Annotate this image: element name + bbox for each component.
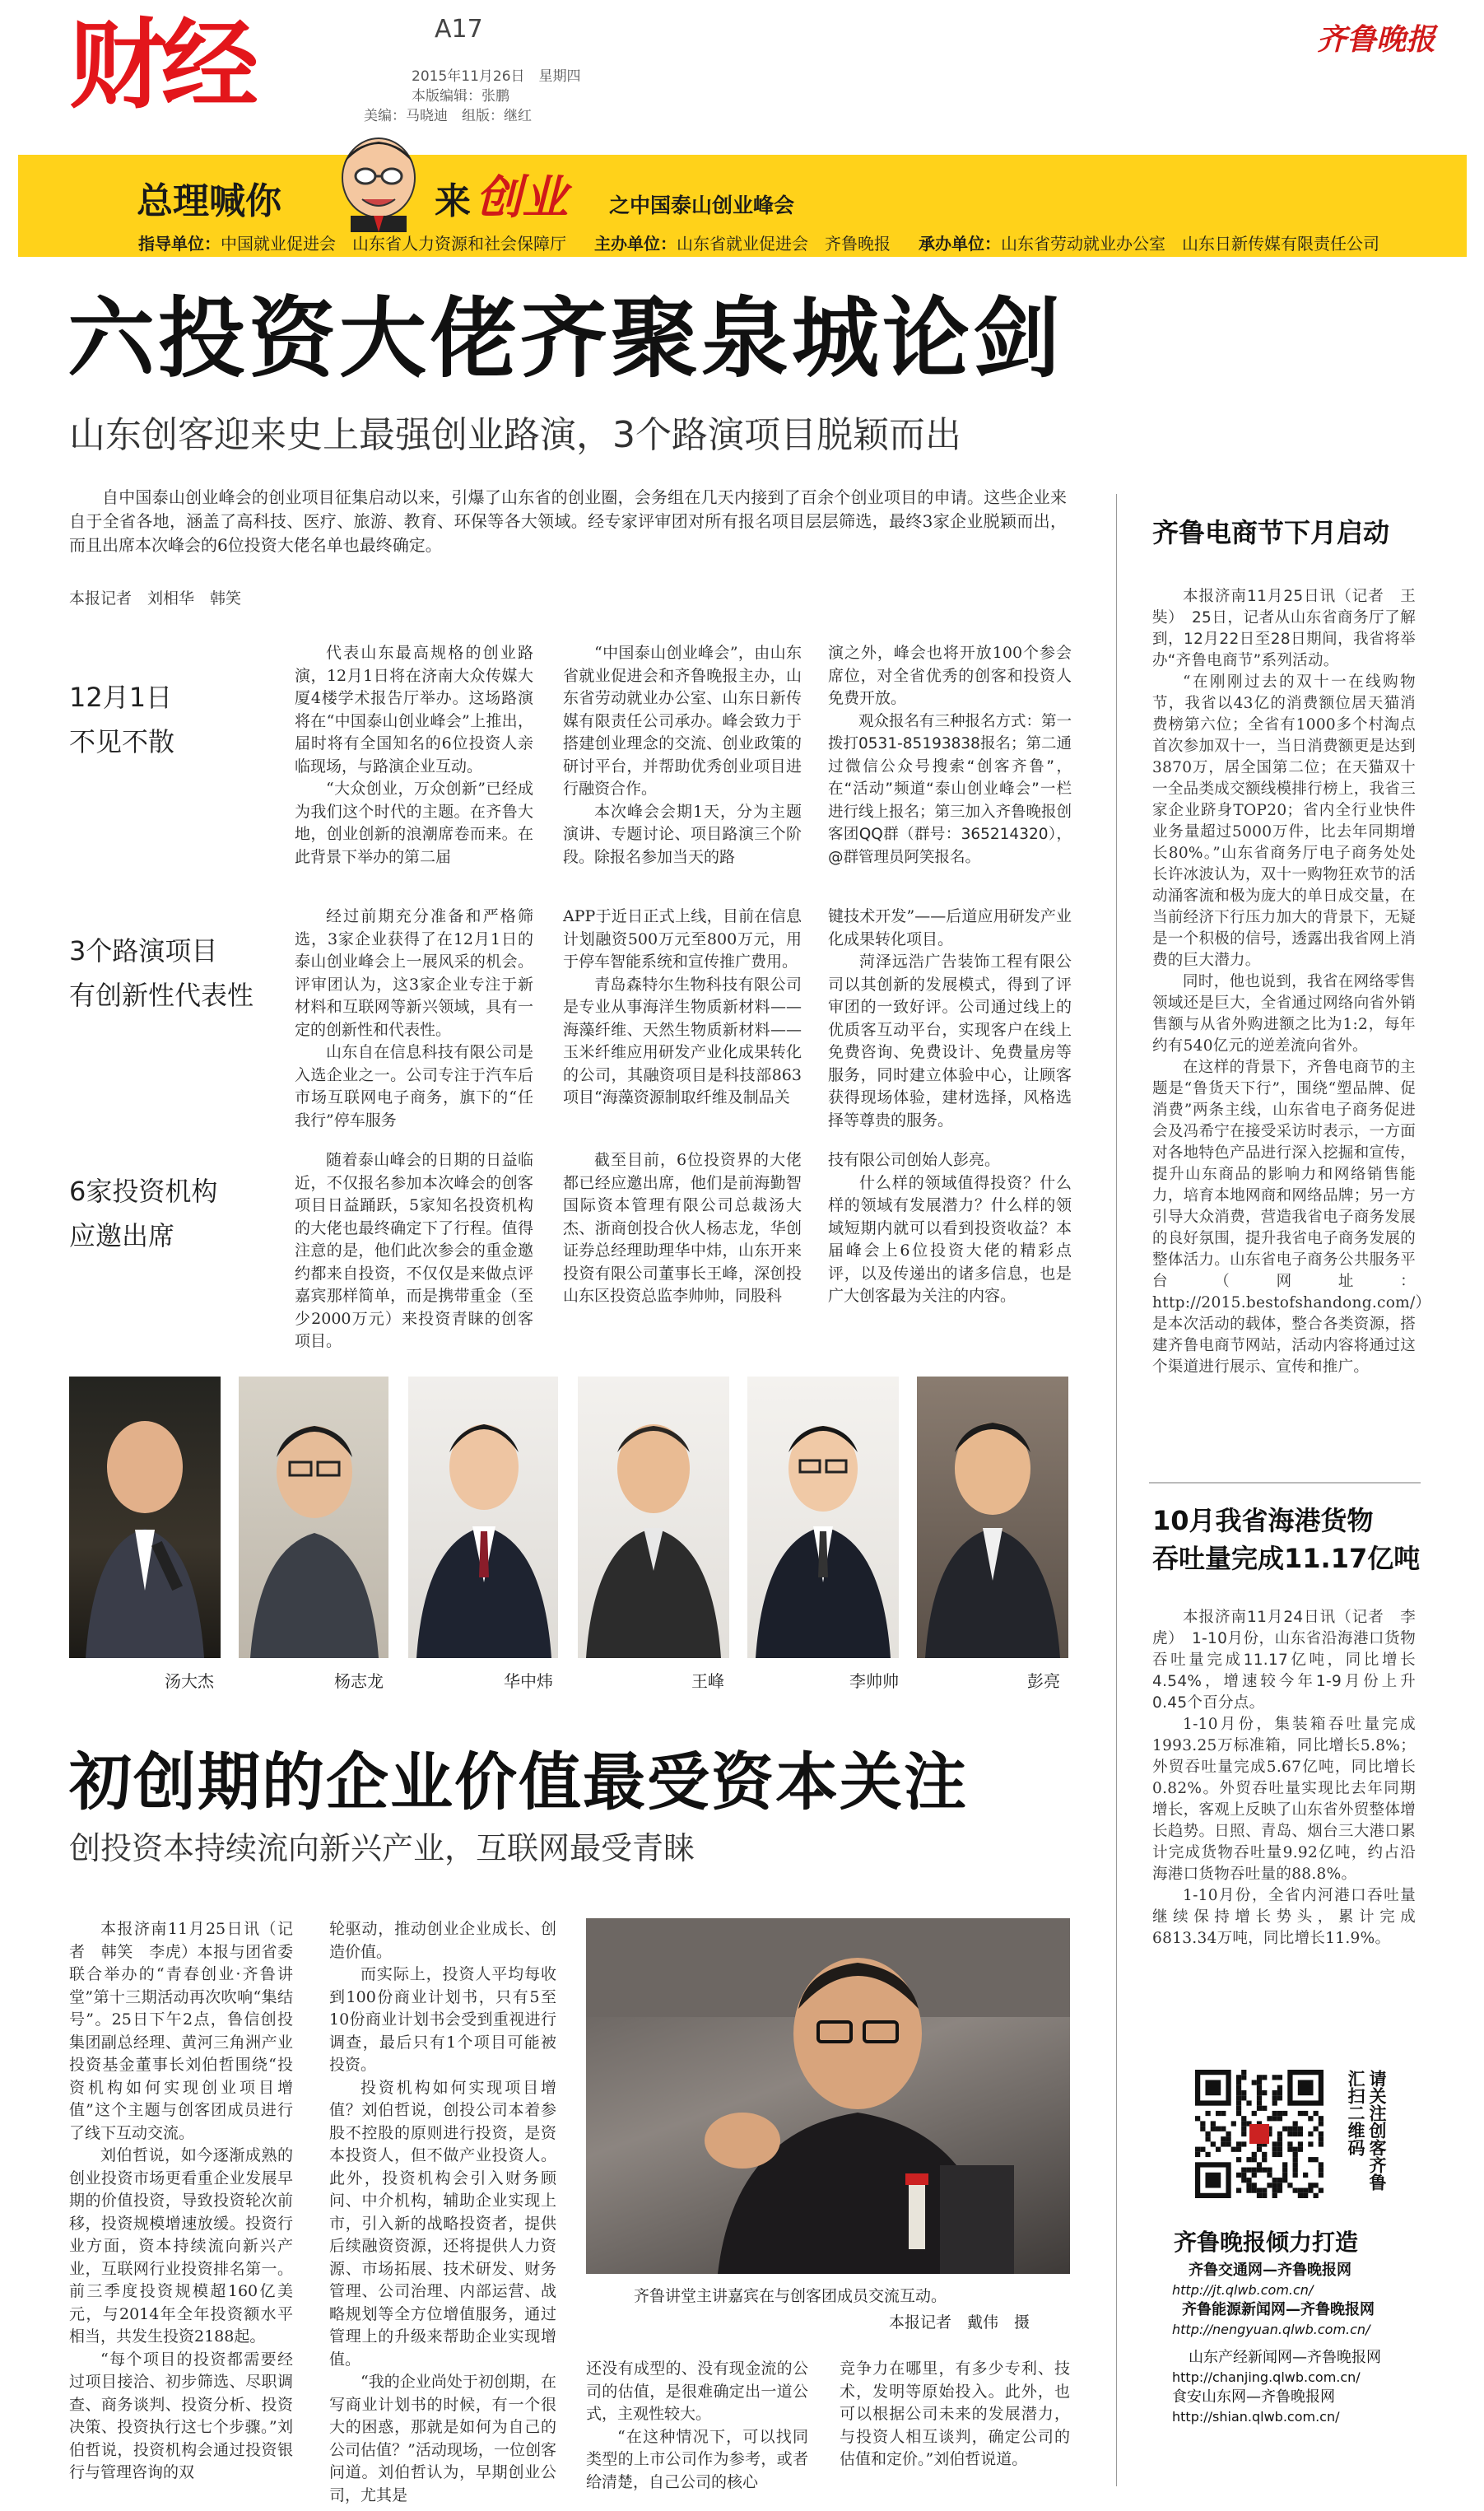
s2-col3: 还没有成型的、没有现金流的公司的估值，是很难确定出一道公式，主观性较大。 “在这种情况下，可以找同类型的上市公司作为参考，或者给清楚，自己公司的核心 [586, 2360, 808, 2491]
story1-lead-text: 自中国泰山创业峰会的创业项目征集启动以来，引爆了山东省的创业圈，会务组在几天内接到了百余个创业项目的申请。这些企业来自于全省各地，涵盖了高科技、医疗、旅游、教育、环保等各大领域。经专家评审团对所有报名项目层层筛选，最终3家企业脱颖而出，而且出席本次峰会的6位投资大佬名单也最终确定。 [69, 487, 1067, 555]
story1-lead [69, 486, 1067, 576]
organizer-label: 承办单位： [919, 234, 1001, 254]
s1-col3-mid: 键技术开发”——后道应用研发产业化成果转化项目。 菏泽远浩广告装饰工程有限公司以其创新的发展模式，得到了评审团的一致好评。公司通过线上的优质客互动平台，实现客户在线上免费咨询、免费设计、免费量房等服务，同时建立体验中心，让顾客获得现场体验，建材选择，风格选择等尊贵的服务。 [828, 907, 1072, 1130]
qr-code[interactable] [1195, 2070, 1324, 2198]
page-number: A17 [435, 15, 483, 44]
news1-title: 齐鲁电商节下月启动 [1152, 517, 1390, 548]
investor-photo-3 [408, 1377, 558, 1658]
news2-title: 10月我省海港货物 吞吐量完成11.17亿吨 [1152, 1505, 1421, 1574]
side-head-date-2: 不见不散 [69, 726, 175, 757]
link-3-name[interactable]: 山东产经新闻网—齐鲁晚报网 [1189, 2349, 1381, 2366]
investor-name-5: 李帅帅 [849, 1671, 899, 1691]
editor-line: 本版编辑：张鹏 [412, 88, 509, 105]
side-head-projects-2: 有创新性代表性 [69, 980, 254, 1011]
investor-photo-6 [917, 1377, 1068, 1658]
investor-photo-1 [69, 1377, 221, 1658]
link-4-name[interactable]: 食安山东网—齐鲁晚报网 [1172, 2388, 1335, 2406]
investor-photo-2 [239, 1377, 388, 1658]
main-headline: 六投资大佬齐聚泉城论剑 [67, 288, 1063, 389]
s2-col2: 轮驱动，推动创业企业成长、创造价值。 而实际上，投资人平均每收到100份商业计划书，只有5至10份商业计划书会受到重视进行调查，最后只有1个项目可能被投资。 投资机构如何实现项目增值？刘伯哲说，创投公司本着参股不控股的原则进行投资，是资本投资人，但不做产业投资人。此外，投资机构会引入财务顾问、中介机构，辅助企业实现上市，引入新的战略投资者，提供后续融资资源，还将提供人力资源、市场拓展、技术研发、财务管理、公司治理、内部运营、战略规划等全方位增值服务，通过管理上的升级来帮助企业实现增值。 “我的企业尚处于初创期，在写商业计划书的时候，有一个很大的困惑，那就是如何为自己的公司估值？”活动现场，一位创客问道。刘伯哲认为，早期创业公司，尤其是 [329, 1920, 556, 2504]
s1-col2-bottom: 截至目前，6位投资界的大佬都已经应邀出席，他们是前海勤智国际资本管理有限公司总裁汤大杰、浙商创投合伙人杨志龙，华创证券总经理助理华中炜，山东开来投资有限公司董事长王峰，深创投山东区投资总监李帅帅，同股科 [563, 1151, 802, 1305]
organizer-units: 山东省劳动就业办公室 山东日新传媒有限责任公司 [1001, 234, 1379, 254]
link-2-url[interactable]: http://nengyuan.qlwb.com.cn/ [1172, 2322, 1370, 2337]
banner-slogan-middle: 来 [435, 180, 471, 222]
premier-caricature [326, 130, 431, 232]
story2-headline: 初创期的企业价值最受资本关注 [69, 1745, 968, 1819]
side-head-investors-1: 6家投资机构 [69, 1176, 218, 1207]
art-line: 美编：马晓迪 组版：继红 [364, 108, 532, 124]
s1-col3-top: 演之外，峰会也将开放100个参会席位，对全省优秀的创客和投资人免费开放。 观众报名有三种报名方式：第一拨打0531-85193838报名；第二通过微信公众号搜索“创客齐鲁”，在“活动”频道“泰山创业峰会”一栏进行线上报名；第三加入齐鲁晚报创客团QQ群（群号：365214320），@群管理员阿笑报名。 [828, 644, 1072, 866]
s1-col2-mid: APP于近日正式上线，目前在信息计划融资500万元至800万元，用于停车智能系统和宣传推广费用。 青岛森特尔生物科技有限公司是专业从事海洋生物质新材料——海藻纤维、天然生物质新材料——玉米纤维应用研发产业化成果转化的公司，其融资项目是科技部863项目“海藻资源制取纤维及制品关 [563, 907, 802, 1106]
promo-title: 齐鲁晚报倾力打造 [1174, 2229, 1359, 2256]
side-head-date-1: 12月1日 [69, 682, 173, 713]
guide-label: 指导单位： [138, 234, 221, 254]
news2-body: 本报济南11月24日讯（记者 李虎） 1-10月份，山东省沿海港口货物吞吐量完成11.17亿吨，同比增长4.54%，增速较今年1-9月份上升0.45个百分点。 1-10月份，集装箱吞吐量完成1993.25万标准箱，同比增长5.8%；外贸吞吐量完成5.67亿吨，同比增长0.82%。外贸吞吐量实现比去年同期增长，客观上反映了山东省外贸整体增长趋势。日照、青岛、烟台三大港口累计完成货物吞吐量9.92亿吨，约占沿海港口货物吞吐量的88.8%。 1-10月份，全省内河港口吞吐量继续保持增长势头，累计完成6813.34万吨，同比增长11.9%。 [1152, 1609, 1416, 1947]
side-head-date [69, 675, 174, 764]
banner-slogan-script: 创业 [476, 170, 568, 225]
link-2-name[interactable]: 齐鲁能源新闻网—齐鲁晚报网 [1182, 2301, 1375, 2318]
sidebar-divider [1116, 494, 1117, 2486]
link-1-url[interactable]: http://jt.qlwb.com.cn/ [1172, 2282, 1314, 2298]
investor-name-1: 汤大杰 [165, 1671, 214, 1691]
sidebar-rule-1 [1149, 1482, 1421, 1484]
banner-slogan-left: 总理喊你 [137, 180, 281, 222]
s1-col2-top: “中国泰山创业峰会”，由山东省就业促进会和齐鲁晚报主办，山东省劳动就业办公室、山东日新传媒有限责任公司承办。峰会致力于搭建创业理念的交流、创业政策的研讨平台，并帮助优秀创业项目进行融资合作。 本次峰会会期1天，分为主题演讲、专题讨论、项目路演三个阶段。除报名参加当天的路 [563, 644, 802, 866]
story2-subheadline: 创投资本持续流向新兴产业，互联网最受青睐 [69, 1830, 695, 1866]
masthead [0, 0, 1484, 144]
main-subheadline: 山东创客迎来史上最强创业路演，3个路演项目脱颖而出 [69, 414, 961, 456]
s1-col1-mid: 经过前期充分准备和严格筛选，3家企业获得了在12月1日的泰山创业峰会上一展风采的机会。评审团认为，这3家企业专注于新材料和互联网等新兴领域，具有一定的创新性和代表性。 山东自在信息科技有限公司是入选企业之一。公司专注于汽车后市场互联网电子商务，旗下的“任我行”停车服务 [295, 907, 533, 1130]
investor-photo-5 [747, 1377, 899, 1658]
host-units: 山东省就业促进会 齐鲁晚报 [677, 234, 891, 254]
s1-col1-bottom: 随着泰山峰会的日期的日益临近，不仅报名参加本次峰会的创客项目日益踊跃，5家知名投资机构的大佬也最终确定下了行程。值得注意的是，他们此次参会的重金邀约都来自投资，不仅仅是来做点评嘉宾那样简单，而是携带重金（至少2000万元）来投资青睐的创客项目。 [295, 1151, 533, 1350]
host-label: 主办单位： [594, 234, 677, 254]
paper-logo: 齐鲁晚报 [1317, 22, 1436, 57]
s2-col4: 竞争力在哪里，有多少专利、技术，发明等原始投入。此外，也可以根据公司未来的发展潜力，与投资人相互谈判，确定公司的估值和定价。”刘伯哲说道。 [840, 2360, 1070, 2468]
banner-organizers [18, 231, 1467, 257]
guide-units: 中国就业促进会 山东省人力资源和社会保障厅 [221, 234, 566, 254]
qr-caption: 请关注创客齐鲁汇扫二维码 [1346, 2070, 1387, 2191]
date-line: 2015年11月26日 星期四 [412, 68, 581, 85]
investor-name-2: 杨志龙 [334, 1671, 384, 1691]
news1-body: 本报济南11月25日讯（记者 王奘） 25日，记者从山东省商务厅了解到，12月22日至28日期间，我省将举办“齐鲁电商节”系列活动。 “在刚刚过去的双十一在线购物节，我省以43亿的消费额位居天猫消费榜第六位；全省有1000多个村淘点首次参加双十一，当日消费额更是达到3870万，居全国第二位；在天猫双十一全品类成交额线模排行榜上，我省三家企业跻身TOP20；省内全行业快件业务量超过5000万件，比去年同期增长80%。”山东省商务厅电子商务处处长许冰波认为，双十一购物狂欢节的活动涌客流和极为庞大的单日成交量，在当前经济下行压力加大的背景下，无疑是一个积极的信号，透露出我省网上消费的巨大潜力。 同时，他也说到，我省在网络零售领域还是巨大，全省通过网络向省外销售额与从省外购进额之比为1:2，每年约有540亿元的逆差流向省外。 在这样的背景下，齐鲁电商节的主题是“鲁货天下行”，围绕“塑品牌、促消费”两条主线，山东省电子商务促进会及冯希宁在接受采访时表示，一方面对各地特色产品进行深入挖掘和宣传，提升山东商品的影响力和网络销售能力，培育本地网商和网络品牌；另一方引导大众消费，营造我省电子商务发展的良好氛围，提升我省电子商务发展的整体活力。山东省电子商务公共服务平台（网址：http://2015.bestofshandong.com/）是本次活动的载体，整合各类资源，搭建齐鲁电商节网站，活动内容将通过这个渠道进行展示、宣传和推广。 [1152, 588, 1431, 1376]
lecture-photo-credit: 本报记者 戴伟 摄 [889, 2313, 1030, 2332]
link-4-url[interactable]: http://shian.qlwb.com.cn/ [1172, 2409, 1340, 2425]
side-head-projects-1: 3个路演项目 [69, 935, 218, 967]
link-1-name[interactable]: 齐鲁交通网—齐鲁晚报网 [1189, 2262, 1351, 2279]
link-3-url[interactable]: http://chanjing.qlwb.com.cn/ [1172, 2369, 1361, 2385]
investor-photo-4 [578, 1377, 729, 1658]
side-head-investors [69, 1169, 217, 1258]
story1-byline: 本报记者 刘相华 韩笑 [69, 589, 242, 608]
side-head-investors-2: 应邀出席 [69, 1220, 175, 1251]
promo-links [1169, 2261, 1432, 2427]
s1-col3-bottom: 技有限公司创始人彭亮。 什么样的领域值得投资？什么样的领域有发展潜力？什么样的领域短期内就可以看到投资收益？本届峰会上6位投资大佬的精彩点评，以及传递出的诸多信息，也是广大创客最为关注的内容。 [828, 1151, 1072, 1305]
section-title: 财经 [69, 8, 254, 122]
side-head-projects [69, 929, 254, 1018]
lecture-photo [586, 1918, 1070, 2274]
banner-slogan-tail: 之中国泰山创业峰会 [609, 193, 795, 217]
investor-name-4: 王峰 [691, 1671, 724, 1691]
lecture-photo-caption: 齐鲁讲堂主讲嘉宾在与创客团成员交流互动。 [634, 2287, 947, 2305]
s2-col1: 本报济南11月25日讯（记者 韩笑 李虎）本报与团省委联合举办的“青春创业·齐鲁讲堂”第十三期活动再次吹响“集结号”。25日下午2点，鲁信创投集团副总经理、黄河三角洲产业投资基金董事长刘伯哲围绕“投资机构如何实现创业项目增值”这个主题与创客团成员进行了线下互动交流。 刘伯哲说，如今逐渐成熟的创业投资市场更看重企业发展早期的价值投资，导致投资轮次前移，投资规模增速放缓。投资行业方面，资本持续流向新兴产业，互联网行业投资排名第一。前三季度投资规模超160亿美元，与2014年全年投资额水平相当，共发生投资2188起。 “每个项目的投资都需要经过项目接洽、初步筛选、尽职调查、商务谈判、投资分析、投资决策、投资执行这七个步骤。”刘伯哲说，投资机构会通过投资银行与管理咨询的双 [69, 1920, 293, 2481]
s1-col1-top: 代表山东最高规格的创业路演，12月1日将在济南大众传媒大厦4楼学术报告厅举办。这场路演将在“中国泰山创业峰会”上推出，届时将有全国知名的6位投资人亲临现场，与路演企业互动。 “大众创业，万众创新”已经成为我们这个时代的主题。在齐鲁大地，创业创新的浪潮席卷而来。在此背景下举办的第二届 [295, 644, 533, 866]
investor-name-6: 彭亮 [1027, 1671, 1060, 1691]
investor-name-3: 华中炜 [504, 1671, 553, 1691]
